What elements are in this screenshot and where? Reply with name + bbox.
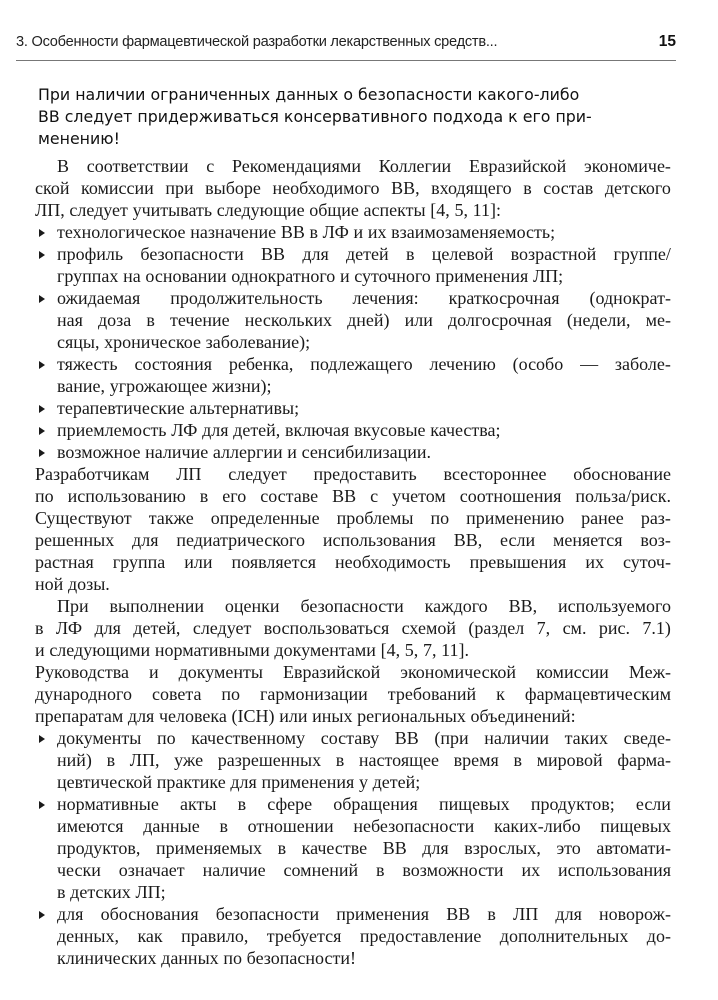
text-line: имеются данные в отношении небезопасности каких-либо пищевых bbox=[57, 816, 671, 836]
page-number: 15 bbox=[658, 33, 676, 50]
text-line: вание, угрожающее жизни); bbox=[57, 376, 272, 396]
bullet-item: ожидаемая продолжительность лечения: краткосрочная (однократ- bbox=[35, 287, 671, 309]
text-line: чески означает наличие сомнений в возможности их использования bbox=[57, 860, 671, 880]
text-line: ЛП, следует учитывать следующие общие аспекты [4, 5, 11]: bbox=[35, 200, 501, 220]
bullet-item: тяжесть состояния ребенка, подлежащего лечению (особо — заболе- bbox=[35, 353, 671, 375]
running-header bbox=[16, 34, 676, 56]
text-line: В соответствии с Рекомендациями Коллегии Евразийской экономиче- bbox=[57, 156, 671, 176]
text-line: Руководства и документы Евразийской экономической комиссии Меж- bbox=[35, 662, 671, 682]
text-line: ской комиссии при выборе необходимого ВВ, входящего в состав детского bbox=[35, 178, 671, 198]
text-line: группах на основании однократного и суточного применения ЛП; bbox=[57, 266, 564, 286]
text-line: сяцы, хроническое заболевание); bbox=[57, 332, 311, 352]
text-line: в детских ЛП; bbox=[57, 882, 166, 902]
text-line: цевтической практике для применения у детей; bbox=[57, 772, 421, 792]
callout-line: ВВ следует придерживаться консервативного подхода к его при- bbox=[38, 107, 592, 126]
callout-line: менению! bbox=[38, 129, 120, 148]
text-line: по использованию в его составе ВВ с учетом соотношения польза/риск. bbox=[35, 486, 671, 506]
text-line: в ЛФ для детей, следует воспользоваться схемой (раздел 7, см. рис. 7.1) bbox=[35, 618, 671, 638]
body-text bbox=[35, 155, 671, 969]
text-line: При выполнении оценки безопасности каждого ВВ, используемого bbox=[57, 596, 671, 616]
bullet-item: возможное наличие аллергии и сенсибилизации. bbox=[35, 441, 671, 463]
bullet-item: для обоснования безопасности применения ВВ в ЛП для новорож- bbox=[35, 903, 671, 925]
text-line: продуктов, применяемых в качестве ВВ для взрослых, это автомати- bbox=[57, 838, 671, 858]
header-divider bbox=[16, 60, 676, 61]
callout-line: При наличии ограниченных данных о безопасности какого-либо bbox=[38, 85, 580, 104]
text-line: ний) в ЛП, уже разрешенных в настоящее время в мировой фарма- bbox=[57, 750, 671, 770]
text-line: дународного совета по гармонизации требований к фармацевтическим bbox=[35, 684, 671, 704]
text-line: ной дозы. bbox=[35, 574, 110, 594]
text-line: клинических данных по безопасности! bbox=[57, 948, 356, 968]
text-line: решенных для педиатрического использования ВВ, если меняется воз- bbox=[35, 530, 671, 550]
callout-note bbox=[38, 84, 658, 150]
bullet-item: профиль безопасности ВВ для детей в целевой возрастной группе/ bbox=[35, 243, 671, 265]
text-line: Существуют также определенные проблемы по применению ранее раз- bbox=[35, 508, 671, 528]
running-header-title: 3. Особенности фармацевтической разработки лекарственных средств... bbox=[16, 34, 498, 50]
text-line: денных, как правило, требуется предоставление дополнительных до- bbox=[57, 926, 671, 946]
text-line: Разработчикам ЛП следует предоставить всестороннее обоснование bbox=[35, 464, 671, 484]
bullet-item: документы по качественному составу ВВ (при наличии таких сведе- bbox=[35, 727, 671, 749]
bullet-item: нормативные акты в сфере обращения пищевых продуктов; если bbox=[35, 793, 671, 815]
text-line: растная группа или появляется необходимость превышения их суточ- bbox=[35, 552, 671, 572]
bullet-item: технологическое назначение ВВ в ЛФ и их взаимозаменяемость; bbox=[35, 221, 671, 243]
text-line: и следующими нормативными документами [4, 5, 7, 11]. bbox=[35, 640, 469, 660]
text-line: ная доза в течение нескольких дней) или долгосрочная (недели, ме- bbox=[57, 310, 671, 330]
bullet-item: терапевтические альтернативы; bbox=[35, 397, 671, 419]
text-line: препаратам для человека (ICH) или иных региональных объединений: bbox=[35, 706, 576, 726]
bullet-item: приемлемость ЛФ для детей, включая вкусовые качества; bbox=[35, 419, 671, 441]
